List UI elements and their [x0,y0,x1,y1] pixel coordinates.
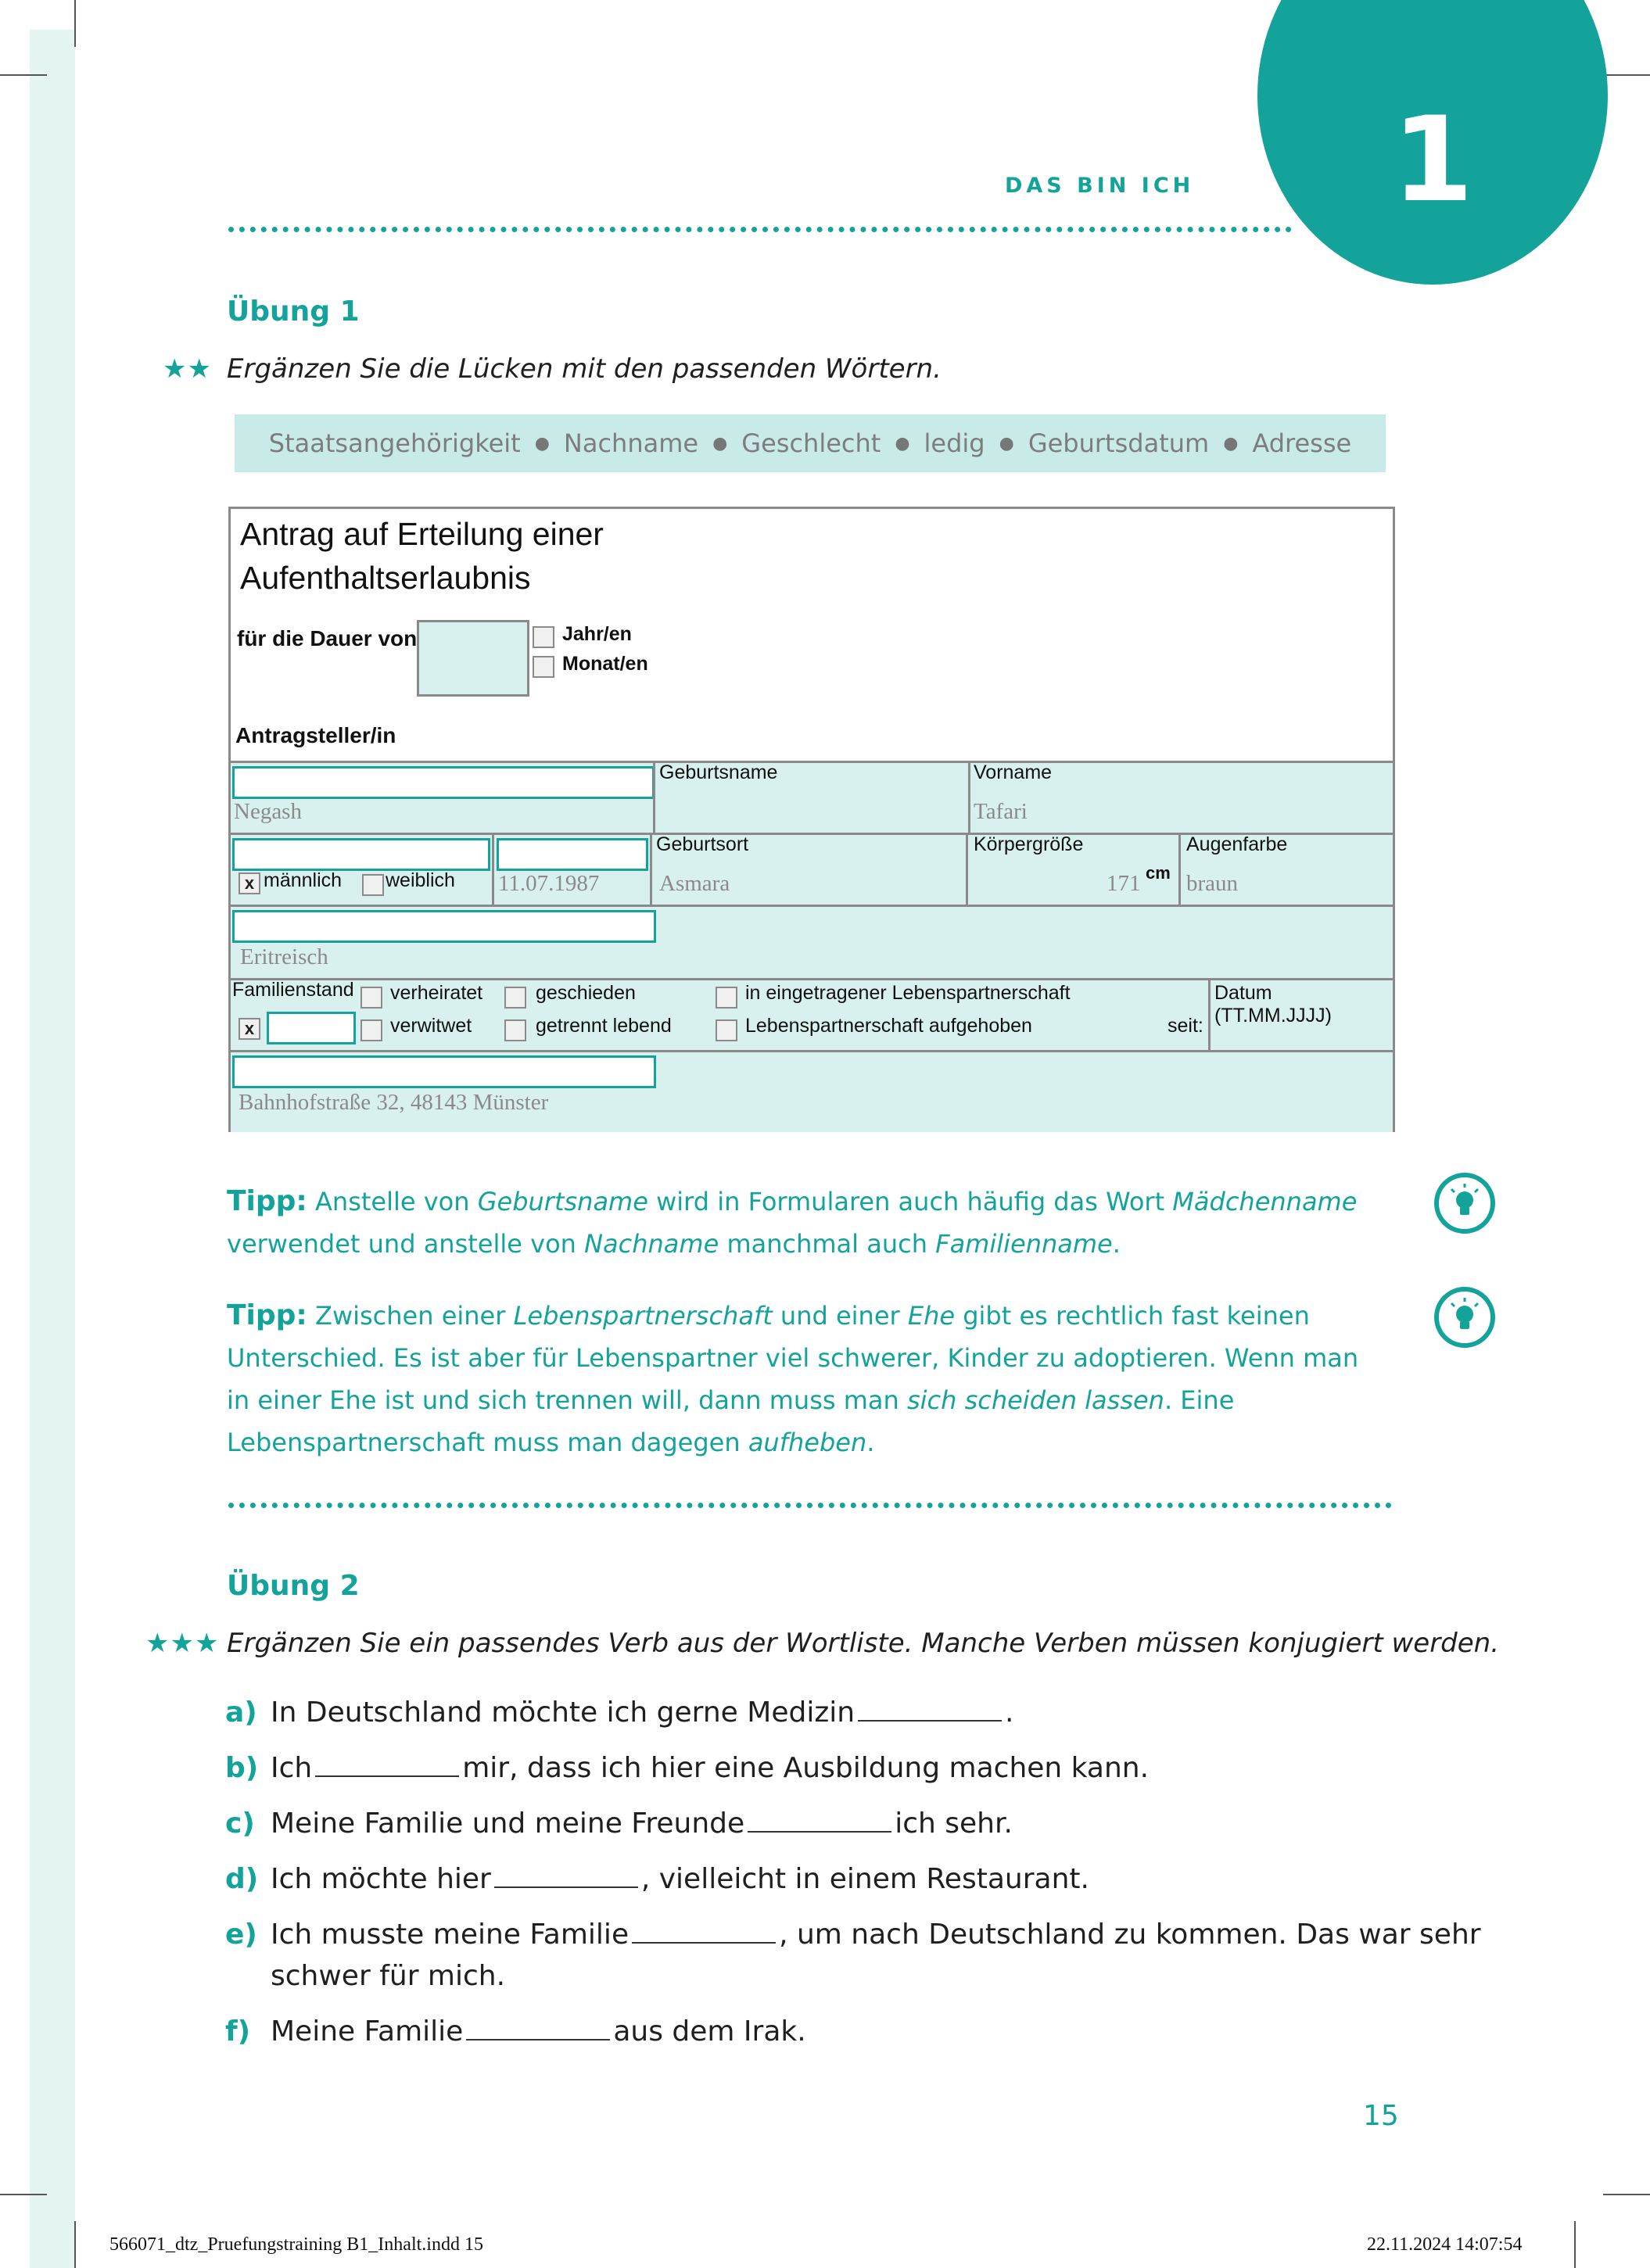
tip-term: Lebenspartnerschaft [513,1301,773,1331]
task-letter: f) [225,2015,251,2048]
footer-file: 566071_dtz_Pruefungstraining B1_Inhalt.indd 15 [109,2234,483,2255]
cell-divider [650,835,652,907]
cell-divider [1178,835,1181,907]
birthplace-value: Asmara [659,871,730,896]
tip-label: Tipp: [227,1299,307,1331]
dotted-divider [228,1503,1392,1508]
word-item: Adresse [1252,428,1352,458]
months-label: Monat/en [562,653,648,675]
since-label: seit: [1168,1015,1203,1037]
task-item [225,1752,1149,1784]
tip-text: gibt es rechtlich fast keinen Unterschied. Es ist aber für Lebenspartner viel schwerer, Kinder zu adoptieren. Wenn man in einer Ehe ist und sich trennen will, dann muss man [227,1301,1359,1415]
birthplace-label: Geburtsort [656,833,749,855]
crop-mark [1603,74,1650,76]
female-label: weiblich [386,869,455,891]
firstname-value: Tafari [974,799,1028,824]
height-unit: cm [1146,863,1171,883]
tip-term: Geburtsname [477,1187,648,1216]
task-text: Meine Familie und meine Freunde [271,1808,745,1840]
firstname-label: Vorname [974,761,1053,783]
lastname-blank[interactable] [232,766,655,799]
difficulty-stars: ★★ [163,353,212,385]
side-strip [30,30,75,2268]
tip-text: . Eine Lebenspartnerschaft muss man dagegen [227,1385,1235,1457]
separated-label: getrennt lebend [536,1015,672,1037]
task-text: Ich [271,1752,313,1784]
date-label: Datum (TT.MM.JJJJ) [1214,982,1332,1027]
years-label: Jahr/en [562,623,632,645]
tip-text: . [866,1428,875,1457]
difficulty-stars: ★★★ [145,1628,220,1659]
duration-label: für die Dauer von [237,626,418,650]
word-item: Nachname [563,428,699,458]
years-checkbox[interactable] [533,626,554,648]
divorced-checkbox[interactable] [504,987,526,1009]
nationality-value: Eritreisch [240,944,328,969]
cell-divider [492,835,494,907]
task-text: Ich möchte hier [271,1863,491,1895]
single-checkbox[interactable]: x [239,1018,260,1040]
crop-mark [74,0,76,47]
exercise2-heading: Übung 2 [227,1570,360,1602]
lightbulb-icon [1434,1173,1495,1234]
tip-label: Tipp: [227,1185,307,1217]
tip-term: Familienname [935,1229,1113,1259]
task-text: Ich musste meine Familie [271,1919,630,1951]
word-item: ledig [924,428,985,458]
tip-text: verwendet und anstelle von [227,1229,585,1259]
task-letter: b) [225,1752,259,1784]
tip-term: Mädchenname [1172,1187,1358,1216]
task-text: . [1005,1697,1014,1729]
task-item [225,1863,1089,1895]
exercise1-heading: Übung 1 [227,296,360,328]
dob-value: 11.07.1987 [498,871,600,896]
crop-mark [74,2221,76,2268]
form-row-names [231,761,1393,835]
widowed-checkbox[interactable] [360,1019,382,1041]
tip-text: und einer [772,1301,908,1331]
cell-divider [966,835,968,907]
lastname-value: Negash [234,799,302,824]
partnership-dissolved-checkbox[interactable] [716,1019,737,1041]
task-item [225,1919,1481,1951]
tip-text: Zwischen einer [307,1301,514,1331]
tip-text: manchmal auch [719,1229,936,1259]
partnership-checkbox[interactable] [716,987,737,1009]
answer-blank[interactable] [632,1922,776,1944]
dotted-divider [228,227,1292,232]
task-text: , vielleicht in einem Restaurant. [640,1863,1089,1895]
task-item [225,1697,1014,1729]
gender-blank[interactable] [232,838,490,871]
male-checkbox[interactable]: x [239,872,260,894]
months-checkbox[interactable] [533,656,554,678]
nationality-blank[interactable] [232,910,656,943]
eyes-value: braun [1186,871,1239,896]
married-label: verheiratet [390,982,483,1004]
task-text-continued: schwer für mich. [271,1960,506,1992]
form-title-line: Aufenthaltserlaubnis [240,560,531,596]
crop-mark [0,2194,47,2195]
partnership-dissolved-label: Lebenspartnerschaft aufgehoben [745,1015,1032,1037]
chapter-title: DAS BIN ICH [1005,174,1195,198]
crop-mark [0,74,47,76]
crop-mark [1574,2221,1576,2268]
tip-text: Anstelle von [307,1187,478,1216]
footer-date: 22.11.2024 14:07:54 [1367,2234,1523,2255]
applicant-label: Antragsteller/in [235,723,396,747]
single-blank[interactable] [267,1012,356,1044]
task-item [225,1808,1013,1840]
answer-blank[interactable] [315,1755,459,1777]
partnership-label: in eingetragener Lebenspartnerschaft [745,982,1071,1004]
task-text: , um nach Deutschland zu kommen. Das war sehr [779,1919,1481,1951]
birthname-label: Geburtsname [659,761,778,783]
task-text: aus dem Irak. [613,2015,806,2048]
form-row-personal [231,833,1393,907]
task-letter: e) [225,1919,257,1951]
tip-term: Nachname [584,1229,719,1259]
tip-text: . [1112,1229,1121,1259]
tip-1 [227,1181,1384,1265]
task-text: ich sehr. [895,1808,1013,1840]
answer-blank[interactable] [466,2019,610,2040]
word-item: Geburtsdatum [1028,428,1210,458]
word-list: Staatsangehörigkeit ● Nachname ● Geschlecht ● ledig ● Geburtsdatum ● Adresse [235,414,1386,472]
task-text: In Deutschland möchte ich gerne Medizin [271,1697,855,1729]
duration-input[interactable] [417,620,529,697]
tip-term: Ehe [907,1301,956,1331]
answer-blank[interactable] [494,1866,638,1888]
task-letter: a) [225,1697,257,1729]
task-item [225,2015,806,2048]
task-letter: c) [225,1808,255,1840]
cell-divider [653,763,655,835]
form-title [240,512,604,600]
marital-label: Familienstand [232,979,354,1001]
divorced-label: geschieden [536,982,636,1004]
female-checkbox[interactable] [362,874,384,896]
task-letter: d) [225,1863,259,1895]
exercise2-instruction: Ergänzen Sie ein passendes Verb aus der Wortliste. Manche Verben müssen konjugiert werden. [227,1628,1500,1659]
widowed-label: verwitwet [390,1015,472,1037]
tip-term: aufheben [748,1428,867,1457]
address-value: Bahnhofstraße 32, 48143 Münster [239,1090,549,1115]
married-checkbox[interactable] [360,987,382,1009]
height-label: Körpergröße [974,833,1084,855]
male-label: männlich [264,869,343,891]
tip-text: wird in Formularen auch häufig das Wort [647,1187,1173,1216]
lightbulb-icon [1434,1287,1495,1348]
form-row-marital [231,978,1393,1052]
answer-blank[interactable] [858,1700,1002,1722]
exercise1-instruction: Ergänzen Sie die Lücken mit den passenden Wörtern. [227,353,942,385]
application-form [228,507,1395,1132]
form-row-nationality [231,905,1393,980]
separated-checkbox[interactable] [504,1019,526,1041]
answer-blank[interactable] [748,1811,891,1833]
tip-term: sich scheiden lassen [906,1385,1164,1415]
form-row-address [231,1050,1393,1132]
cell-divider [1208,980,1211,1052]
dob-blank[interactable] [497,838,648,871]
form-title-line: Antrag auf Erteilung einer [240,516,604,552]
cell-divider [968,763,970,835]
address-blank[interactable] [232,1055,656,1088]
word-item: Geschlecht [741,428,881,458]
word-item: Staatsangehörigkeit [268,428,521,458]
page-number: 15 [1363,2100,1399,2132]
height-value: 171 [1107,871,1141,896]
task-text: Meine Familie [271,2015,464,2048]
chapter-number: 1 [1392,92,1474,228]
crop-mark [1603,2194,1650,2195]
tip-2 [227,1295,1384,1464]
task-text: mir, dass ich hier eine Ausbildung machen kann. [462,1752,1150,1784]
eyes-label: Augenfarbe [1186,833,1288,855]
